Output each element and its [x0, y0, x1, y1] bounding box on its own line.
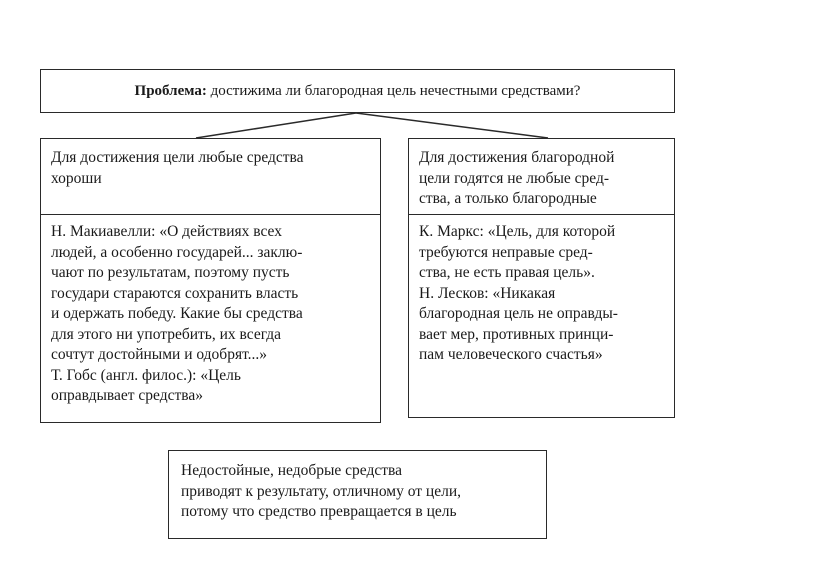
connector-line-right — [356, 113, 548, 138]
connector-line-left — [196, 113, 356, 138]
right-header-text: Для достижения благородной цели годятся не любые сред- ства, а только благородные — [419, 149, 615, 207]
conclusion-text: Недостойные, недобрые средства приводят к результату, отличному от цели, потому что средство превращается в цель — [181, 462, 461, 520]
right-column-header — [409, 139, 674, 215]
problem-label: Проблема: — [134, 82, 207, 99]
problem-box — [40, 69, 675, 113]
left-body-text: Н. Макиавелли: «О действиях всех людей, а особенно государей... заклю- чают по результатам, поэтому пусть государи стараются сохранить власть и одержать победу. Какие бы средства для этого ни употребить, их всегда сочтут достойными и одобрят...» Т. Гобс (англ. филос.): «Цель оправдывает средства» — [51, 223, 303, 404]
problem-question: достижима ли благородная цель нечестными средствами? — [206, 82, 581, 99]
left-column-body — [41, 215, 380, 407]
problem-statement — [135, 81, 581, 102]
left-column-box — [40, 138, 381, 423]
left-column-header — [41, 139, 380, 215]
left-header-text: Для достижения цели любые средства хороши — [51, 149, 304, 187]
right-body-text: К. Маркс: «Цель, для которой требуются неправые сред- ства, не есть правая цель». Н. Лесков: «Никакая благородная цель не оправды- вает мер, противных принци- пам человеческого счастья» — [419, 223, 618, 363]
right-column-body — [409, 215, 674, 366]
conclusion-box — [168, 450, 547, 539]
right-column-box — [408, 138, 675, 418]
